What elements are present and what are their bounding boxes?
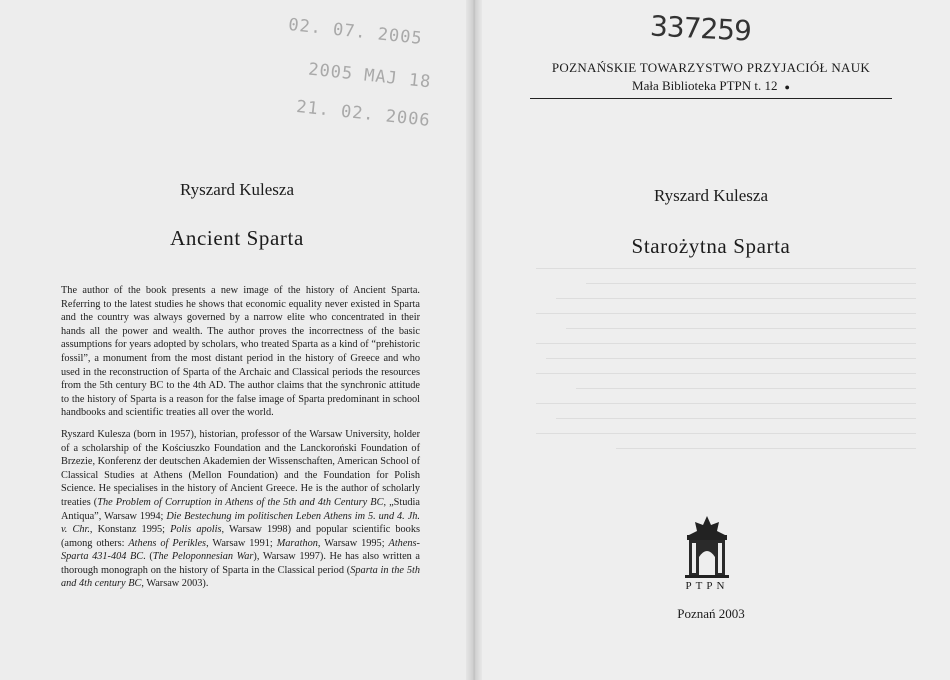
ptpn-building-logo-icon <box>681 513 733 579</box>
library-stamp: 2005 MAJ 18 <box>307 59 433 93</box>
abstract <box>61 284 420 599</box>
book-gutter <box>466 0 482 680</box>
library-stamp: 21. 02. 2006 <box>295 97 432 131</box>
author-bio-paragraph: Ryszard Kulesza (born in 1957), historian, professor of the Warsaw University, holder of a scholarship of the Kościuszko Foundation and the Lanckoroński Foundation of Brzezie, Konferenz der deutschen Akademien der Wissenschaften, American School of Classical Studies at Athens (Mellon Foundation) and the Foundation for Polish Science. He specialises in the history of Ancient Greece. He is the author of scholarly treaties (The Problem of Corruption in Athens of the 5th and 4th Century BC, „Studia Antiqua”, Warsaw 1994; Die Bestechung im politischen Leben Athens im 5. und 4. Jh. v. Chr., Konstanz 1995; Polis apolis, Warsaw 1998) and popular scientific books (among others: Athens of Perikles, Warsaw 1991; Marathon, Warsaw 1995; Athens-Sparta 431-404 BC. (The Peloponnesian War), Warsaw 1997). He has also written a thorough monograph on the history of Sparta in the Classical period (Sparta in the 5th and 4th century BC, Warsaw 2003). <box>61 428 420 590</box>
library-stamp: 02. 07. 2005 <box>287 15 424 49</box>
series-title: Mała Biblioteka PTPN t. 12 ● <box>632 78 790 93</box>
logo-caption: PTPN <box>685 580 729 592</box>
book-title: Starożytna Sparta <box>631 234 791 258</box>
summary-paragraph: The author of the book presents a new image of the history of Ancient Sparta. Referring to the latest studies he shows that economic equality never existed in Sparta and the country was always governed by a narrow elite who concentrated in their hands all the power and wealth. The author proves the incorrectness of the basic assumptions for years adopted by scholars, who treated Sparta as a kind of “prehistoric fossil”, a monument from the most distant period in the history of Greece and who used in the reconstruction of Sparta of the Archaic and Classical periods the resources from the 5th century BC to the 4th AD. The author claims that the synchronic attitude to the history of Sparta is a reason for the false image of Sparta predominant in school handbooks and scientific treaties all over the world. <box>61 285 420 419</box>
handwritten-inventory-number: 337259 <box>649 9 752 48</box>
author-name: Ryszard Kulesza <box>179 180 295 199</box>
left-page <box>0 0 474 680</box>
publisher-name: POZNAŃSKIE TOWARZYSTWO PRZYJACIÓŁ NAUK <box>551 60 871 75</box>
header-rule <box>530 98 892 99</box>
place-and-year: Poznań 2003 <box>677 606 745 621</box>
book-title: Ancient Sparta <box>170 226 304 250</box>
author-name: Ryszard Kulesza <box>653 186 769 205</box>
